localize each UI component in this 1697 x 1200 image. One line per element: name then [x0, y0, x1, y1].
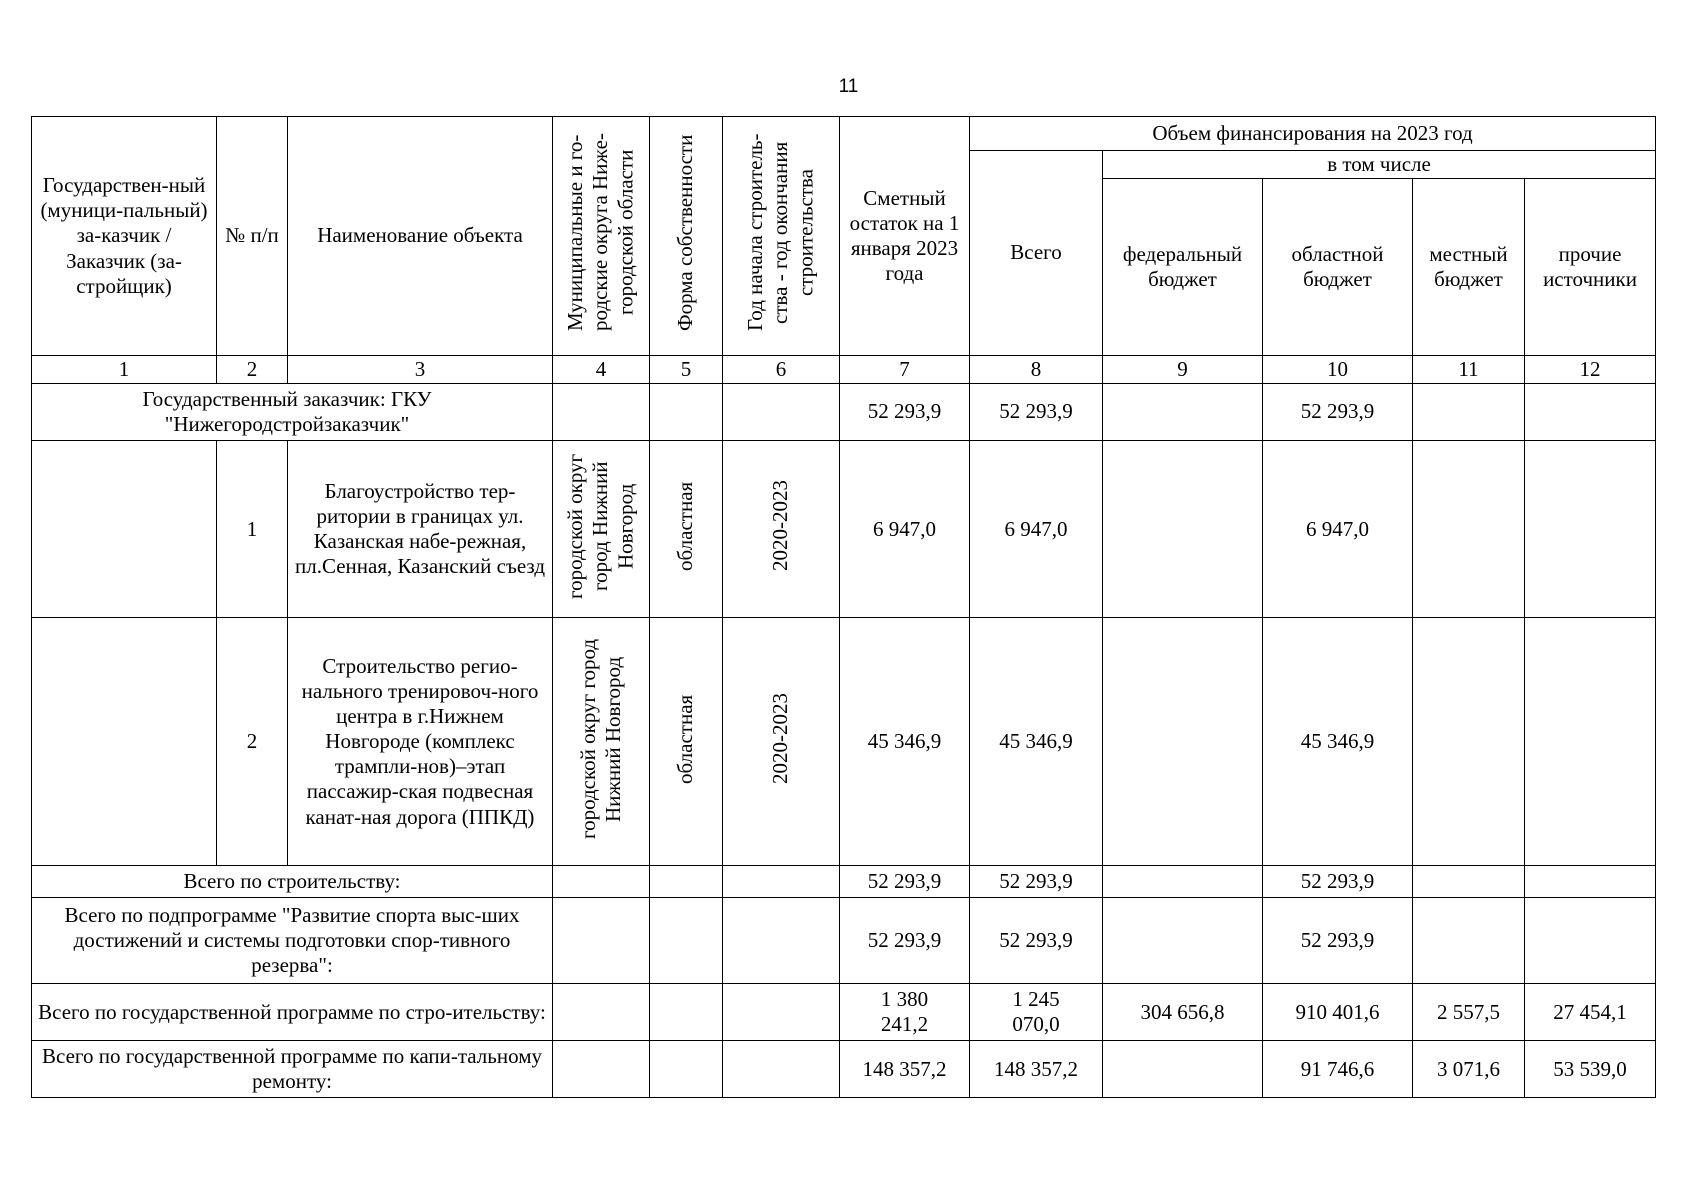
column-number: 7	[840, 356, 970, 384]
row-ownership	[650, 618, 723, 866]
total-regional: 910 401,6	[1263, 984, 1413, 1041]
row-estimate: 45 346,9	[840, 618, 970, 866]
column-number: 3	[288, 356, 553, 384]
total-total: 52 293,9	[970, 898, 1103, 984]
header-federal: федеральный бюджет	[1103, 179, 1263, 356]
header-local: местный бюджет	[1413, 179, 1525, 356]
total-empty-cell	[650, 866, 723, 898]
row-total: 6 947,0	[970, 441, 1103, 618]
header-total: Всего	[970, 151, 1103, 356]
row-estimate: 6 947,0	[840, 441, 970, 618]
total-federal	[1103, 866, 1263, 898]
total-regional: 52 293,9	[1263, 898, 1413, 984]
total-empty-cell	[553, 1041, 650, 1098]
total-row	[32, 866, 1656, 898]
header-estimate: Сметный остаток на 1 января 2023 года	[840, 117, 970, 356]
column-number: 9	[1103, 356, 1263, 384]
total-local	[1413, 866, 1525, 898]
total-empty-cell	[723, 984, 840, 1041]
column-number: 6	[723, 356, 840, 384]
table-row	[32, 618, 1656, 866]
total-estimate: 52 293,9	[840, 898, 970, 984]
total-local	[1413, 898, 1525, 984]
header-ownership-text: Форма собственности	[673, 134, 698, 332]
column-number: 11	[1413, 356, 1525, 384]
total-label: Всего по государственной программе по стро-ительству:	[32, 984, 553, 1041]
total-total: 1 245 070,0	[970, 984, 1103, 1041]
total-other	[1525, 866, 1656, 898]
total-empty-cell	[650, 984, 723, 1041]
total-federal	[1103, 898, 1263, 984]
total-label: Всего по строительству:	[32, 866, 553, 898]
group-estimate: 52 293,9	[840, 384, 970, 441]
group-regional: 52 293,9	[1263, 384, 1413, 441]
column-number: 10	[1263, 356, 1413, 384]
column-number: 2	[217, 356, 288, 384]
group-ownership-cell	[650, 384, 723, 441]
total-regional: 91 746,6	[1263, 1041, 1413, 1098]
total-total: 148 357,2	[970, 1041, 1103, 1098]
page-number: 11	[838, 76, 859, 97]
row-local	[1413, 441, 1525, 618]
row-regional: 45 346,9	[1263, 618, 1413, 866]
header-including: в том числе	[1103, 151, 1656, 179]
row-other	[1525, 618, 1656, 866]
total-empty-cell	[723, 898, 840, 984]
total-regional: 52 293,9	[1263, 866, 1413, 898]
group-customer-label: Государственный заказчик: ГКУ "Нижегородстройзаказчик"	[32, 384, 553, 441]
row-object-name: Строительство регио-нального тренировоч-ного центра в г.Нижнем Новгороде (комплекс трампли-нов)–этап пассажир-ская подвесная канат-ная дорога (ППКД)	[288, 618, 553, 866]
header-financing-title: Объем финансирования на 2023 год	[970, 117, 1656, 151]
total-label: Всего по подпрограмме "Развитие спорта выс-ших достижений и системы подготовки спор-тивного резерва":	[32, 898, 553, 984]
row-ownership-text: областная	[673, 481, 698, 571]
row-municipality	[553, 618, 650, 866]
group-municipality-cell	[553, 384, 650, 441]
row-num: 1	[217, 441, 288, 618]
total-estimate: 52 293,9	[840, 866, 970, 898]
total-label: Всего по государственной программе по капи-тальному ремонту:	[32, 1041, 553, 1098]
total-other: 27 454,1	[1525, 984, 1656, 1041]
header-municipality-text: Муниципальные и го-родские округа Ниже-городской области	[563, 133, 638, 332]
total-row	[32, 984, 1656, 1041]
column-number: 1	[32, 356, 217, 384]
group-total: 52 293,9	[970, 384, 1103, 441]
total-estimate: 1 380 241,2	[840, 984, 970, 1041]
row-years-text: 2020-2023	[768, 480, 793, 572]
total-estimate: 148 357,2	[840, 1041, 970, 1098]
row-ownership-text: областная	[673, 694, 698, 784]
row-federal	[1103, 441, 1263, 618]
total-local: 2 557,5	[1413, 984, 1525, 1041]
row-federal	[1103, 618, 1263, 866]
column-number: 8	[970, 356, 1103, 384]
row-regional: 6 947,0	[1263, 441, 1413, 618]
header-num: № п/п	[217, 117, 288, 356]
row-num: 2	[217, 618, 288, 866]
row-municipality-text: городской округ город Нижний Новгород	[575, 638, 625, 839]
financing-table	[31, 116, 1656, 1098]
row-years	[723, 441, 840, 618]
column-number: 12	[1525, 356, 1656, 384]
row-customer-cell	[32, 618, 217, 866]
row-municipality	[553, 441, 650, 618]
group-row	[32, 384, 1656, 441]
total-local: 3 071,6	[1413, 1041, 1525, 1098]
header-years	[723, 117, 840, 356]
header-other: прочие источники	[1525, 179, 1656, 356]
total-empty-cell	[553, 866, 650, 898]
group-federal	[1103, 384, 1263, 441]
total-other	[1525, 898, 1656, 984]
row-customer-cell	[32, 441, 217, 618]
row-municipality-text: городской округ город Нижний Новгород	[563, 453, 638, 599]
row-object-name: Благоустройство тер-ритории в границах ул. Казанская набе-режная, пл.Сенная, Казанский съезд	[288, 441, 553, 618]
total-empty-cell	[553, 984, 650, 1041]
total-row	[32, 1041, 1656, 1098]
row-ownership	[650, 441, 723, 618]
header-municipality	[553, 117, 650, 356]
row-total: 45 346,9	[970, 618, 1103, 866]
header-customer: Государствен-ный (муници-пальный) за-казчик / Заказчик (за-стройщик)	[32, 117, 217, 356]
header-years-text: Год начала строитель-ства - год окончания строительства	[743, 134, 818, 332]
header-object-name: Наименование объекта	[288, 117, 553, 356]
total-empty-cell	[553, 898, 650, 984]
total-federal: 304 656,8	[1103, 984, 1263, 1041]
header-regional: областной бюджет	[1263, 179, 1413, 356]
table-row	[32, 441, 1656, 618]
row-years	[723, 618, 840, 866]
total-empty-cell	[723, 1041, 840, 1098]
column-number: 5	[650, 356, 723, 384]
header-ownership	[650, 117, 723, 356]
total-empty-cell	[650, 898, 723, 984]
row-local	[1413, 618, 1525, 866]
group-other	[1525, 384, 1656, 441]
header-row-1	[32, 117, 1656, 151]
total-row	[32, 898, 1656, 984]
column-number: 4	[553, 356, 650, 384]
group-years-cell	[723, 384, 840, 441]
group-local	[1413, 384, 1525, 441]
total-empty-cell	[650, 1041, 723, 1098]
row-other	[1525, 441, 1656, 618]
column-numbers-row	[32, 356, 1656, 384]
total-other: 53 539,0	[1525, 1041, 1656, 1098]
total-total: 52 293,9	[970, 866, 1103, 898]
total-federal	[1103, 1041, 1263, 1098]
total-empty-cell	[723, 866, 840, 898]
row-years-text: 2020-2023	[768, 693, 793, 785]
